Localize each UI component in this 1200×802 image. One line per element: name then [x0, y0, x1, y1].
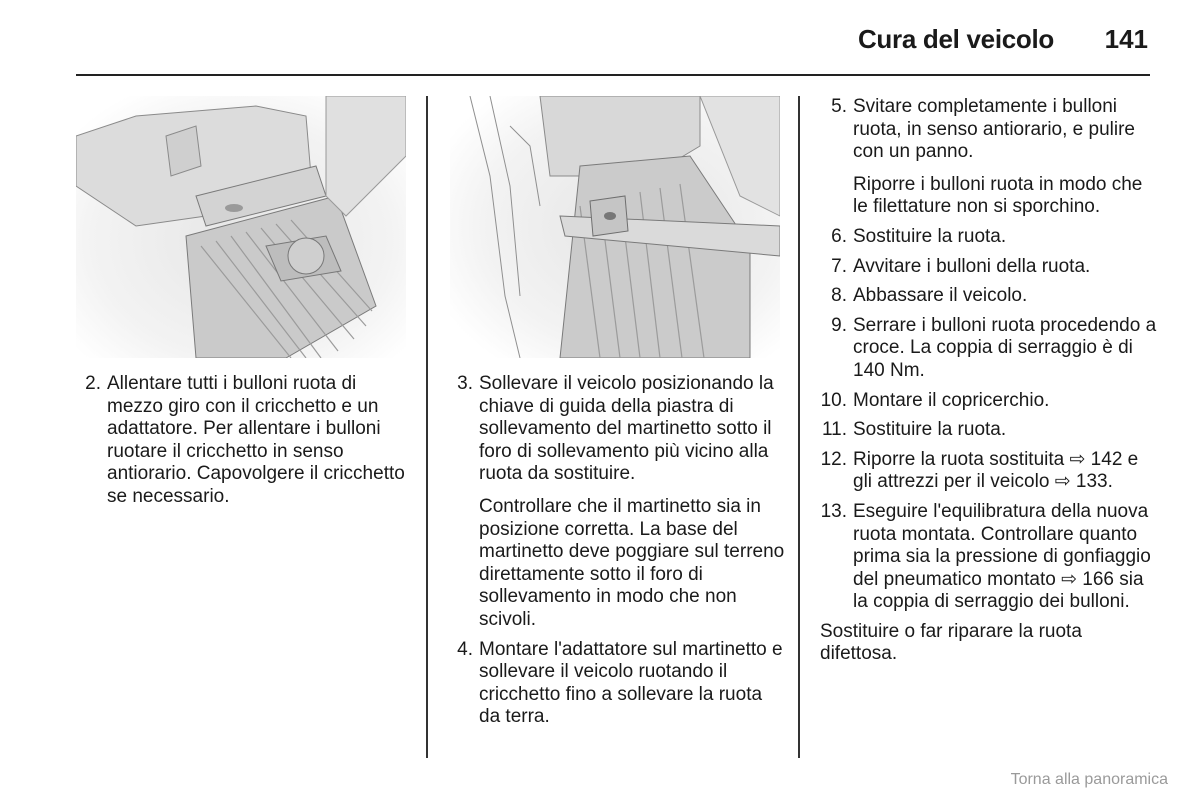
instruction-step [456, 639, 786, 729]
step-text: Riporre la ruota sostituita ⇨ 142 e gli attrezzi per il veicolo ⇨ 133. [853, 448, 1139, 493]
column-right [820, 96, 1160, 666]
column-middle [456, 373, 786, 736]
instruction-step [820, 315, 1160, 383]
instruction-step [820, 226, 1160, 249]
step-number: 12. [820, 448, 847, 470]
column-divider [798, 96, 800, 758]
step-number: 9. [831, 314, 847, 336]
step-text: Sostituire la ruota. [853, 225, 1007, 247]
instruction-step [820, 256, 1160, 279]
step-text: Sollevare il veicolo posizionando la chiave di guida della piastra di sollevamento del martinetto sotto il foro di sollevamento più vicino alla ruota da sostituire. [479, 373, 774, 485]
step-text: Montare l'adattatore sul martinetto e sollevare il veicolo ruotando il cricchetto fino a sollevare la ruota da terra. [479, 638, 783, 728]
closing-paragraph: Sostituire o far riparare la ruota difettosa. [820, 620, 1082, 665]
page-number: 141 [1104, 24, 1148, 54]
instruction-step [820, 419, 1160, 442]
step-number: 6. [831, 225, 847, 247]
instruction-step [820, 449, 1160, 494]
step-text: Avvitare i bulloni della ruota. [853, 255, 1091, 277]
header-rule [76, 74, 1150, 76]
step-number: 10. [820, 389, 847, 411]
step-number: 5. [831, 96, 847, 117]
step-text: Abbassare il veicolo. [853, 285, 1028, 307]
instruction-step [84, 373, 414, 509]
step-note: Riporre i bulloni ruota in modo che le filettature non si sporchino. [853, 173, 1143, 218]
step-number: 7. [831, 255, 847, 277]
step-note: Controllare che il martinetto sia in posizione corretta. La base del martinetto deve poggiare sul terreno direttamente sotto il foro di sollevamento in modo che non scivoli. [479, 495, 785, 630]
instruction-step [456, 373, 786, 632]
step-text: Sostituire la ruota. [853, 419, 1007, 441]
step-text: Serrare i bulloni ruota procedendo a croce. La coppia di serraggio è di 140 Nm. [853, 314, 1157, 381]
step-number: 3. [457, 373, 473, 394]
column-divider [426, 96, 428, 758]
step-number: 11. [821, 419, 847, 441]
back-to-overview-link[interactable]: Torna alla panoramica [1010, 771, 1168, 788]
step-text: Eseguire l'equilibratura della nuova ruota montata. Controllare quanto prima sia la pressione di gonfiaggio del pneumatico montato ⇨ 166 sia la coppia di serraggio dei bulloni. [853, 500, 1151, 613]
step-text: Svitare completamente i bulloni ruota, in senso antiorario, e pulire con un panno. [853, 96, 1135, 163]
step-number: 8. [831, 285, 847, 307]
jack-placement-illustration [450, 96, 780, 358]
section-title: Cura del veicolo [857, 24, 1054, 54]
step-number: 2. [85, 373, 101, 394]
step-text: Allentare tutti i bulloni ruota di mezzo giro con il cricchetto e un adattatore. Per allentare i bulloni ruotare il cricchetto in senso antiorario. Capovolgere il cricchetto se necessario. [107, 373, 405, 507]
instruction-step [820, 96, 1160, 219]
step-number: 13. [820, 500, 847, 522]
instruction-step [820, 390, 1160, 413]
instruction-step [820, 285, 1160, 308]
instruction-step [820, 501, 1160, 614]
wheel-bolts-illustration [76, 96, 406, 358]
step-number: 4. [457, 638, 473, 660]
column-left [84, 373, 414, 516]
page-header [0, 0, 1200, 80]
step-text: Montare il copricerchio. [853, 389, 1050, 411]
